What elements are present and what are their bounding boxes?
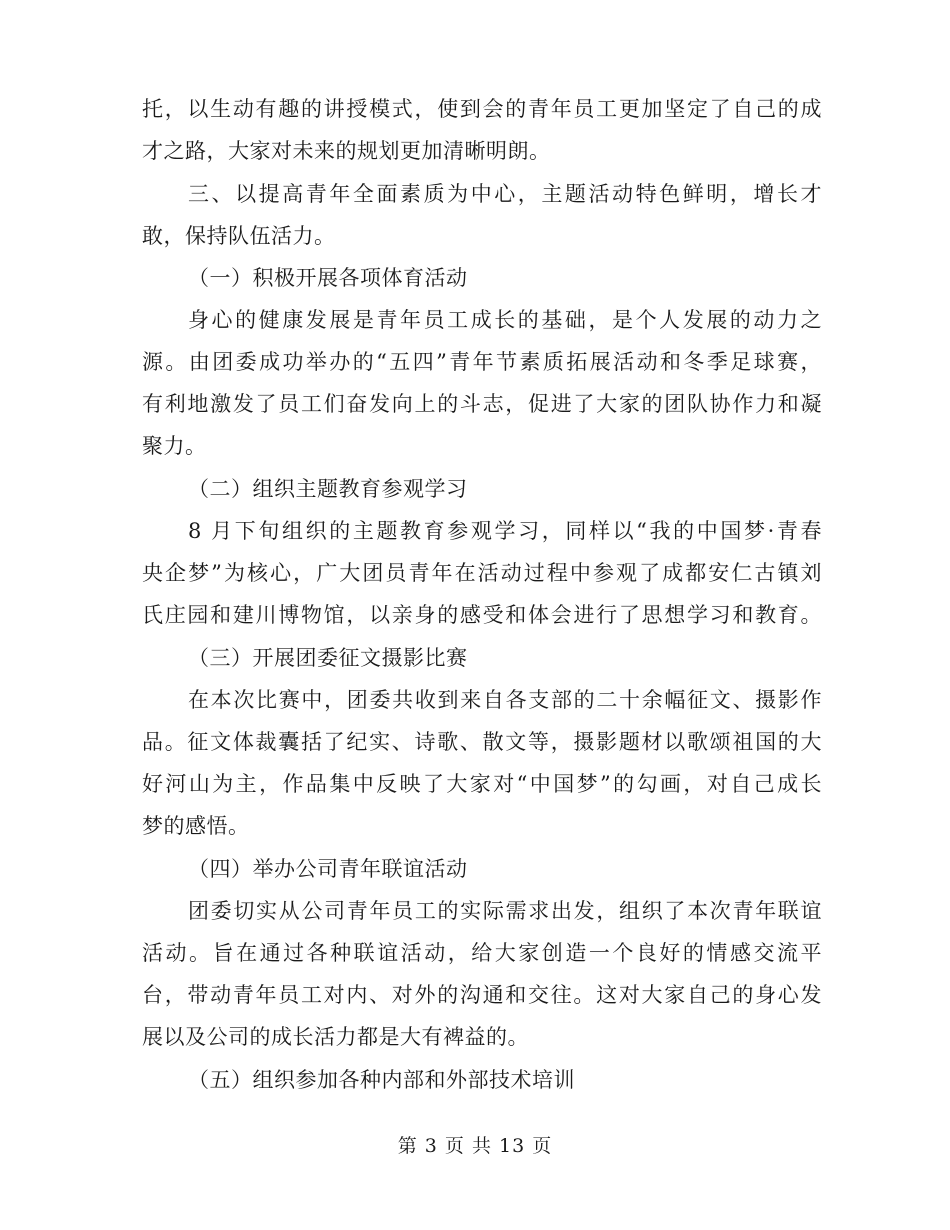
- subsection-heading: （三）开展团委征文摄影比赛: [188, 646, 468, 670]
- paragraph-line: 氏庄园和建川博物馆，以亲身的感受和体会进行了思想学习和教育。: [142, 603, 822, 627]
- paragraph-line: 托，以生动有趣的讲授模式，使到会的青年员工更加坚定了自己的成: [142, 97, 822, 121]
- paragraph-line: 梦的感悟。: [142, 814, 250, 838]
- subsection-heading: （一）积极开展各项体育活动: [188, 266, 468, 290]
- paragraph-line: 台，带动青年员工对内、对外的沟通和交往。这对大家自己的身心发: [142, 983, 822, 1007]
- paragraph-line: 聚力。: [142, 434, 207, 458]
- paragraph-line: 有利地激发了员工们奋发向上的斗志，促进了大家的团队协作力和凝: [142, 392, 822, 416]
- subsection-heading: （四）举办公司青年联谊活动: [188, 857, 468, 881]
- paragraph-line: 活动。旨在通过各种联谊活动，给大家创造一个良好的情感交流平: [142, 941, 822, 965]
- paragraph-line: 品。征文体裁囊括了纪实、诗歌、散文等，摄影题材以歌颂祖国的大: [142, 730, 822, 754]
- paragraph-line: 团委切实从公司青年员工的实际需求出发，组织了本次青年联谊: [188, 899, 822, 923]
- section-heading-line: 三、以提高青年全面素质为中心，主题活动特色鲜明，增长才: [188, 182, 822, 206]
- paragraph-line: 央企梦”为核心，广大团员青年在活动过程中参观了成都安仁古镇刘: [142, 561, 822, 585]
- subsection-heading: （五）组织参加各种内部和外部技术培训: [188, 1068, 575, 1092]
- section-heading-line: 敢，保持队伍活力。: [142, 224, 336, 248]
- paragraph-line: 在本次比赛中，团委共收到来自各支部的二十余幅征文、摄影作: [188, 688, 822, 712]
- paragraph-line: 展以及公司的成长活力都是大有裨益的。: [142, 1025, 529, 1049]
- paragraph-line: 好河山为主，作品集中反映了大家对“中国梦”的勾画，对自己成长: [142, 772, 822, 796]
- subsection-heading: （二）组织主题教育参观学习: [188, 477, 468, 501]
- paragraph-line: 身心的健康发展是青年员工成长的基础，是个人发展的动力之: [188, 308, 822, 332]
- paragraph-line: 源。由团委成功举办的“五四”青年节素质拓展活动和冬季足球赛，: [142, 350, 822, 374]
- page-number-footer: 第 3 页 共 13 页: [397, 1135, 553, 1157]
- paragraph-line: 才之路，大家对未来的规划更加清晰明朗。: [142, 139, 551, 163]
- paragraph-line: 8 月下旬组织的主题教育参观学习，同样以“我的中国梦·青春: [188, 519, 822, 543]
